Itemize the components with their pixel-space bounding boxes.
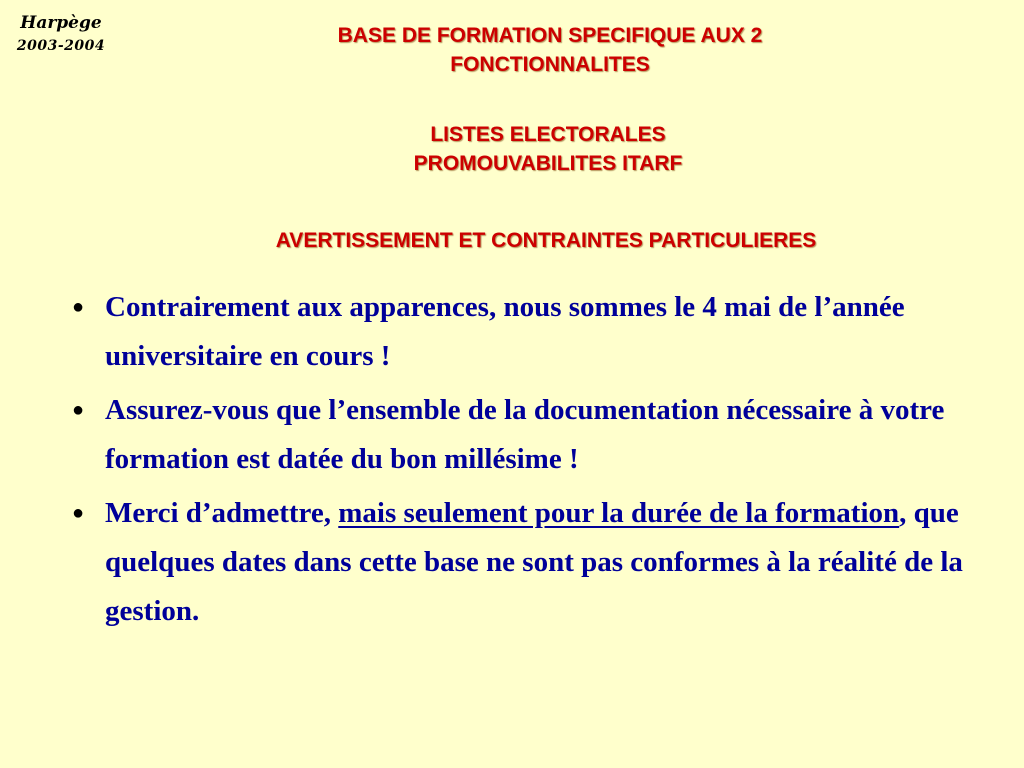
title-line-3: LISTES ELECTORALES (430, 123, 666, 146)
slide-warning-heading (146, 226, 946, 255)
title-line-1: BASE DE FORMATION SPECIFIQUE AUX 2 (337, 24, 763, 47)
harpege-logo (6, 12, 116, 58)
bullet-text-before: Merci d’admettre, (105, 497, 339, 529)
bullet-list (72, 283, 992, 641)
bullet-text: Contrairement aux apparences, nous sommes le 4 mai de l’année universitaire en cours ! (105, 291, 905, 372)
bullet-text: Assurez-vous que l’ensemble de la documentation nécessaire à votre formation est datée du bon millésime ! (105, 394, 945, 475)
slide-subtitle (148, 120, 948, 178)
logo-years: 2003-2004 (16, 38, 106, 54)
bullet-icon: ● (72, 296, 85, 318)
title-line-4: PROMOUVABILITES ITARF (413, 152, 683, 175)
logo-name: Harpège (20, 13, 102, 33)
bullet-icon: ● (72, 502, 85, 524)
bullet-text-underlined: mais seulement pour la durée de la formation (338, 497, 900, 529)
list-item (72, 283, 992, 381)
list-item (72, 386, 992, 484)
title-line-2: FONCTIONNALITES (450, 53, 650, 76)
bullet-text-after: , que quelques dates dans cette base ne sont pas conformes à la réalité de la gestion. (105, 497, 963, 627)
list-item (72, 489, 992, 636)
title-line-5: AVERTISSEMENT ET CONTRAINTES PARTICULIERES (275, 229, 817, 252)
slide-title (150, 21, 950, 79)
bullet-icon: ● (72, 399, 85, 421)
